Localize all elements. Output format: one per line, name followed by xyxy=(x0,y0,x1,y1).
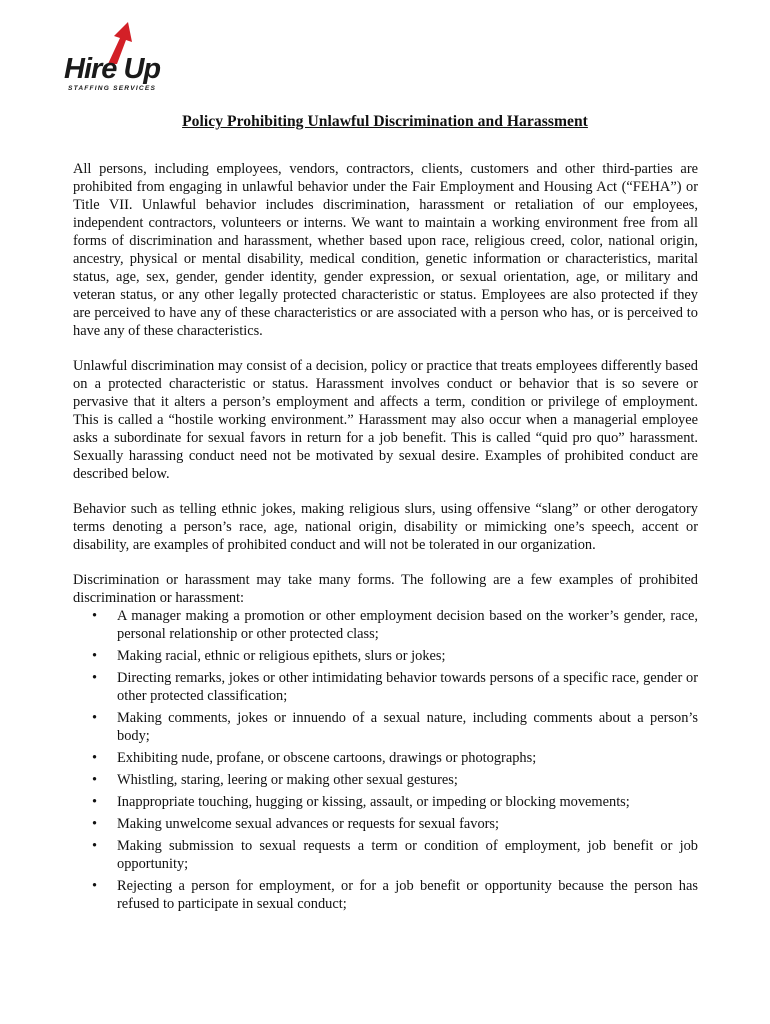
logo-tagline: STAFFING SERVICES xyxy=(68,85,157,92)
document-title: Policy Prohibiting Unlawful Discrimination and Harassment xyxy=(182,113,588,130)
hire-up-logo xyxy=(62,20,182,100)
list-item xyxy=(73,709,698,745)
list-item-text: Rejecting a person for employment, or for a job benefit or opportunity because the person has refused to participate in sexual conduct; xyxy=(117,878,698,912)
bullet-icon: • xyxy=(92,710,98,726)
bullet-icon: • xyxy=(92,878,98,894)
bullet-icon: • xyxy=(92,816,98,832)
document-body xyxy=(73,160,698,917)
list-item xyxy=(73,815,698,833)
list-item-text: Inappropriate touching, hugging or kissing, assault, or impeding or blocking movements; xyxy=(117,794,630,810)
list-item xyxy=(73,771,698,789)
list-item-text: Making submission to sexual requests a term or condition of employment, job benefit or job opportunity; xyxy=(117,838,698,872)
logo-wordmark: Hire Up xyxy=(64,53,161,85)
list-item xyxy=(73,669,698,705)
bullet-icon: • xyxy=(92,838,98,854)
list-item xyxy=(73,647,698,665)
paragraph-intro: All persons, including employees, vendors, contractors, clients, customers and other third-parties are prohibited from engaging in unlawful behavior under the Fair Employment and Housing Act (“FEHA”) or Title VII. Unlawful behavior includes discrimination, harassment or retaliation of our employees, independent contractors, volunteers or interns. We want to maintain a working environment free from all forms of discrimination and harassment, whether based upon race, religious creed, color, national origin, ancestry, physical or mental disability, medical condition, genetic information or characteristics, marital status, age, sex, gender, gender identity, gender expression, or sexual orientation, age, or military and veteran status, or any other legally protected characteristic or status. Employees are also protected if they are perceived to have any of these characteristics or are associated with a person who has, or is perceived to have any of these characteristics. xyxy=(73,161,698,339)
list-item-text: A manager making a promotion or other employment decision based on the worker’s gender, race, personal relationship or other protected class; xyxy=(117,608,698,642)
paragraph-behavior: Behavior such as telling ethnic jokes, making religious slurs, using offensive “slang” or other derogatory terms denoting a person’s race, age, national origin, disability or mimicking one’s speech, accent or disability, are examples of prohibited conduct and will not be tolerated in our organization. xyxy=(73,501,698,553)
bullet-icon: • xyxy=(92,794,98,810)
bullet-icon: • xyxy=(92,670,98,686)
paragraph-definitions: Unlawful discrimination may consist of a decision, policy or practice that treats employees differently based on a protected characteristic or status. Harassment involves conduct or behavior that is so severe or pervasive that it alters a person’s employment and affects a term, condition or privilege of employment. This is called a “hostile working environment.” Harassment may also occur when a managerial employee asks a subordinate for sexual favors in return for a job benefit. This is called “quid pro quo” harassment. Sexually harassing conduct need not be motivated by sexual desire. Examples of prohibited conduct are described below. xyxy=(73,358,698,482)
bullet-icon: • xyxy=(92,608,98,624)
list-item-text: Directing remarks, jokes or other intimidating behavior towards persons of a specific race, gender or other protected classification; xyxy=(117,670,698,704)
examples-list xyxy=(73,607,698,913)
list-item xyxy=(73,793,698,811)
list-intro: Discrimination or harassment may take many forms. The following are a few examples of prohibited discrimination or harassment: xyxy=(73,572,698,606)
list-item xyxy=(73,607,698,643)
list-item xyxy=(73,837,698,873)
list-item-text: Exhibiting nude, profane, or obscene cartoons, drawings or photographs; xyxy=(117,750,537,766)
list-item-text: Making comments, jokes or innuendo of a sexual nature, including comments about a person’s body; xyxy=(117,710,698,744)
list-item xyxy=(73,749,698,767)
bullet-icon: • xyxy=(92,772,98,788)
list-item-text: Making unwelcome sexual advances or requests for sexual favors; xyxy=(117,816,500,832)
list-item-text: Whistling, staring, leering or making other sexual gestures; xyxy=(117,772,458,788)
bullet-icon: • xyxy=(92,648,98,664)
bullet-icon: • xyxy=(92,750,98,766)
list-item xyxy=(73,877,698,913)
list-item-text: Making racial, ethnic or religious epithets, slurs or jokes; xyxy=(117,648,446,664)
